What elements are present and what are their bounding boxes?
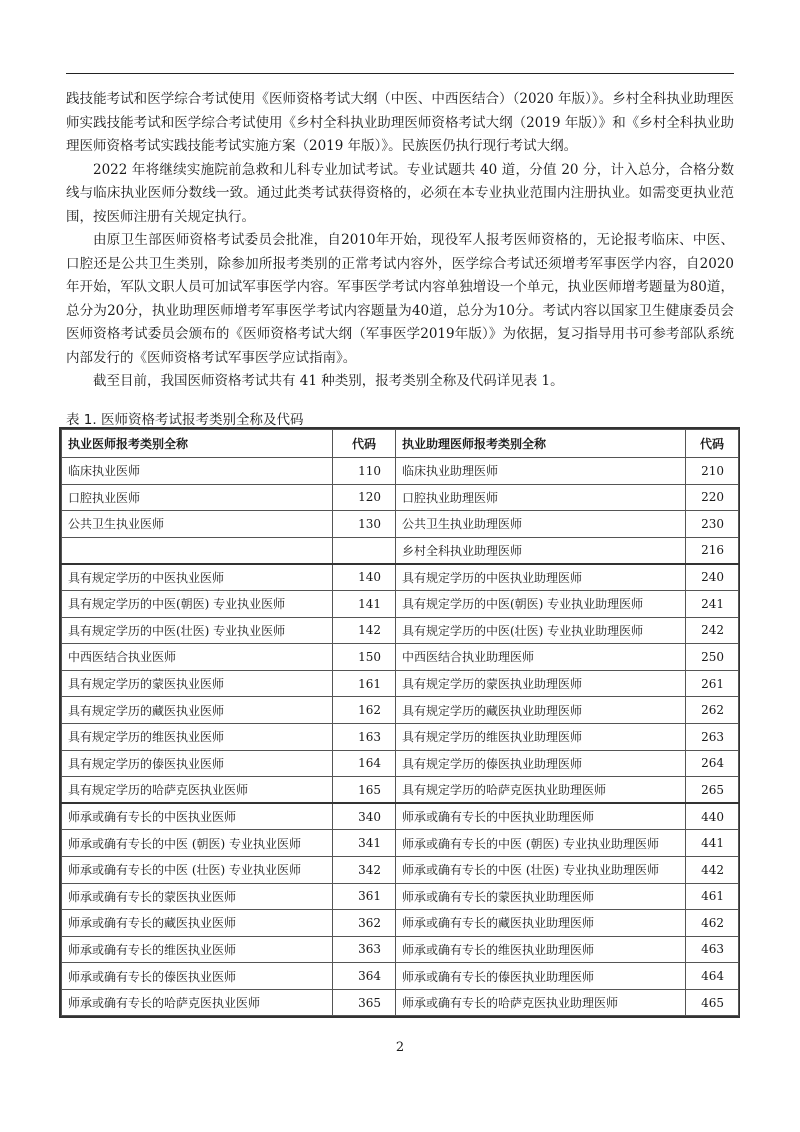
assistant-code-cell: 241 (686, 590, 739, 617)
physician-category-cell: 师承或确有专长的哈萨克医执业医师 (62, 989, 333, 1016)
paragraph-4: 截至目前，我国医师资格考试共有 41 种类别，报考类别全称及代码详见表 1。 (93, 373, 564, 389)
header-rule (66, 73, 734, 74)
table-row (62, 644, 739, 671)
physician-code-cell: 162 (333, 697, 396, 724)
assistant-category-cell: 师承或确有专长的傣医执业助理医师 (396, 963, 686, 990)
assistant-code-cell: 262 (686, 697, 739, 724)
physician-category-cell: 师承或确有专长的傣医执业医师 (62, 963, 333, 990)
page-number: 2 (395, 1040, 405, 1055)
assistant-code-cell: 210 (686, 458, 739, 485)
physician-category-cell: 师承或确有专长的中医执业医师 (62, 803, 333, 830)
physician-code-cell: 364 (333, 963, 396, 990)
header-assistant-code: 代码 (686, 430, 739, 458)
assistant-code-cell: 264 (686, 750, 739, 777)
physician-code-cell: 110 (333, 458, 396, 485)
physician-code-cell: 340 (333, 803, 396, 830)
paragraph-2: 2022 年将继续实施院前急救和儿科专业加试考试。专业试题共 40 道，分值 20 分，计入总分，合格分数线与临床执业医师分数线一致。通过此类考试获得资格的，必须在本专业执业范围内注册执业。如需变更执业范围，按医师注册有关规定执行。 (66, 161, 734, 225)
physician-code-cell: 142 (333, 617, 396, 644)
table-row (62, 484, 739, 511)
table-row (62, 883, 739, 910)
assistant-category-cell: 师承或确有专长的维医执业助理医师 (396, 936, 686, 963)
table-row (62, 511, 739, 538)
physician-code-cell: 362 (333, 910, 396, 937)
physician-category-cell: 具有规定学历的中医执业医师 (62, 564, 333, 591)
physician-category-cell: 中西医结合执业医师 (62, 644, 333, 671)
assistant-category-cell: 具有规定学历的蒙医执业助理医师 (396, 670, 686, 697)
table-row (62, 670, 739, 697)
physician-code-cell: 365 (333, 989, 396, 1016)
table-row (62, 803, 739, 830)
assistant-category-cell: 口腔执业助理医师 (396, 484, 686, 511)
physician-category-cell: 具有规定学历的哈萨克医执业医师 (62, 777, 333, 804)
assistant-code-cell: 441 (686, 830, 739, 857)
table-row (62, 989, 739, 1016)
physician-code-cell: 130 (333, 511, 396, 538)
assistant-category-cell: 师承或确有专长的中医执业助理医师 (396, 803, 686, 830)
physician-category-cell: 具有规定学历的中医(朝医) 专业执业医师 (62, 590, 333, 617)
table-row (62, 564, 739, 591)
physician-code-cell: 141 (333, 590, 396, 617)
physician-code-cell: 161 (333, 670, 396, 697)
physician-category-cell: 临床执业医师 (62, 458, 333, 485)
assistant-code-cell: 465 (686, 989, 739, 1016)
assistant-code-cell: 263 (686, 723, 739, 750)
table-header-row (62, 430, 739, 458)
assistant-code-cell: 442 (686, 856, 739, 883)
physician-code-cell: 163 (333, 723, 396, 750)
table-row (62, 590, 739, 617)
physician-code-cell: 140 (333, 564, 396, 591)
assistant-category-cell: 中西医结合执业助理医师 (396, 644, 686, 671)
physician-category-cell: 具有规定学历的傣医执业医师 (62, 750, 333, 777)
assistant-code-cell: 461 (686, 883, 739, 910)
assistant-category-cell: 具有规定学历的中医执业助理医师 (396, 564, 686, 591)
physician-code-cell: 363 (333, 936, 396, 963)
physician-code-cell: 361 (333, 883, 396, 910)
assistant-category-cell: 师承或确有专长的中医 (朝医) 专业执业助理医师 (396, 830, 686, 857)
assistant-category-cell: 具有规定学历的中医(朝医) 专业执业助理医师 (396, 590, 686, 617)
assistant-code-cell: 230 (686, 511, 739, 538)
physician-code-cell: 342 (333, 856, 396, 883)
assistant-code-cell: 240 (686, 564, 739, 591)
physician-category-cell: 公共卫生执业医师 (62, 511, 333, 538)
table-row (62, 963, 739, 990)
assistant-code-cell: 440 (686, 803, 739, 830)
physician-category-cell: 师承或确有专长的蒙医执业医师 (62, 883, 333, 910)
assistant-code-cell: 242 (686, 617, 739, 644)
physician-code-cell: 150 (333, 644, 396, 671)
assistant-category-cell: 具有规定学历的维医执业助理医师 (396, 723, 686, 750)
assistant-category-cell: 师承或确有专长的中医 (壮医) 专业执业助理医师 (396, 856, 686, 883)
physician-category-cell: 具有规定学历的维医执业医师 (62, 723, 333, 750)
assistant-category-cell: 师承或确有专长的藏医执业助理医师 (396, 910, 686, 937)
assistant-category-cell: 临床执业助理医师 (396, 458, 686, 485)
physician-category-cell (62, 537, 333, 564)
category-table (59, 427, 740, 1018)
header-assistant-category: 执业助理医师报考类别全称 (396, 430, 686, 458)
physician-code-cell: 120 (333, 484, 396, 511)
table-row (62, 537, 739, 564)
assistant-category-cell: 师承或确有专长的哈萨克医执业助理医师 (396, 989, 686, 1016)
header-physician-code: 代码 (333, 430, 396, 458)
table-row (62, 936, 739, 963)
assistant-code-cell: 462 (686, 910, 739, 937)
physician-category-cell: 师承或确有专长的中医 (朝医) 专业执业医师 (62, 830, 333, 857)
physician-code-cell: 341 (333, 830, 396, 857)
physician-code-cell (333, 537, 396, 564)
table-row (62, 830, 739, 857)
assistant-category-cell: 具有规定学历的哈萨克医执业助理医师 (396, 777, 686, 804)
assistant-code-cell: 261 (686, 670, 739, 697)
assistant-category-cell: 具有规定学历的藏医执业助理医师 (396, 697, 686, 724)
assistant-category-cell: 公共卫生执业助理医师 (396, 511, 686, 538)
physician-category-cell: 师承或确有专长的藏医执业医师 (62, 910, 333, 937)
assistant-category-cell: 乡村全科执业助理医师 (396, 537, 686, 564)
assistant-code-cell: 220 (686, 484, 739, 511)
paragraph-3: 由原卫生部医师资格考试委员会批准，自2010年开始，现役军人报考医师资格的，无论报考临床、中医、口腔还是公共卫生类别，除参加所报考类别的正常考试内容外，医学综合考试还须增考军事医学内容，自2020年开始，军队文职人员可加试军事医学内容。军事医学考试内容单独增设一个单元，执业医师增考题量为80道，总分为20分，执业助理医师增考军事医学考试内容题量为40道，总分为10分。考试内容以国家卫生健康委员会医师资格考试委员会颁布的《医师资格考试大纲（军事医学2019年版）》为依据，复习指导用书可参考部队系统内部发行的《医师资格考试军事医学应试指南》。 (66, 232, 734, 366)
table-row (62, 458, 739, 485)
physician-category-cell: 师承或确有专长的中医 (壮医) 专业执业医师 (62, 856, 333, 883)
assistant-category-cell: 具有规定学历的傣医执业助理医师 (396, 750, 686, 777)
table-row (62, 910, 739, 937)
table-row (62, 856, 739, 883)
physician-category-cell: 具有规定学历的中医(壮医) 专业执业医师 (62, 617, 333, 644)
assistant-category-cell: 具有规定学历的中医(壮医) 专业执业助理医师 (396, 617, 686, 644)
assistant-code-cell: 464 (686, 963, 739, 990)
assistant-code-cell: 250 (686, 644, 739, 671)
table-row (62, 617, 739, 644)
physician-code-cell: 164 (333, 750, 396, 777)
physician-category-cell: 口腔执业医师 (62, 484, 333, 511)
assistant-code-cell: 265 (686, 777, 739, 804)
table-row (62, 697, 739, 724)
physician-code-cell: 165 (333, 777, 396, 804)
assistant-code-cell: 216 (686, 537, 739, 564)
physician-category-cell: 具有规定学历的藏医执业医师 (62, 697, 333, 724)
table-row (62, 723, 739, 750)
table-row (62, 750, 739, 777)
table-caption: 表 1. 医师资格考试报考类别全称及代码 (66, 412, 304, 428)
header-physician-category: 执业医师报考类别全称 (62, 430, 333, 458)
table-row (62, 777, 739, 804)
physician-category-cell: 师承或确有专长的维医执业医师 (62, 936, 333, 963)
assistant-category-cell: 师承或确有专长的蒙医执业助理医师 (396, 883, 686, 910)
paragraph-1: 践技能考试和医学综合考试使用《医师资格考试大纲（中医、中西医结合）（2020 年版）》。乡村全科执业助理医师实践技能考试和医学综合考试使用《乡村全科执业助理医师资格考试大纲（2019 年版）》和《乡村全科执业助理医师资格考试实践技能考试实施方案（2019 年版）》。民族医仍执行现行考试大纲。 (66, 91, 734, 154)
body-text (66, 88, 734, 394)
assistant-code-cell: 463 (686, 936, 739, 963)
physician-category-cell: 具有规定学历的蒙医执业医师 (62, 670, 333, 697)
